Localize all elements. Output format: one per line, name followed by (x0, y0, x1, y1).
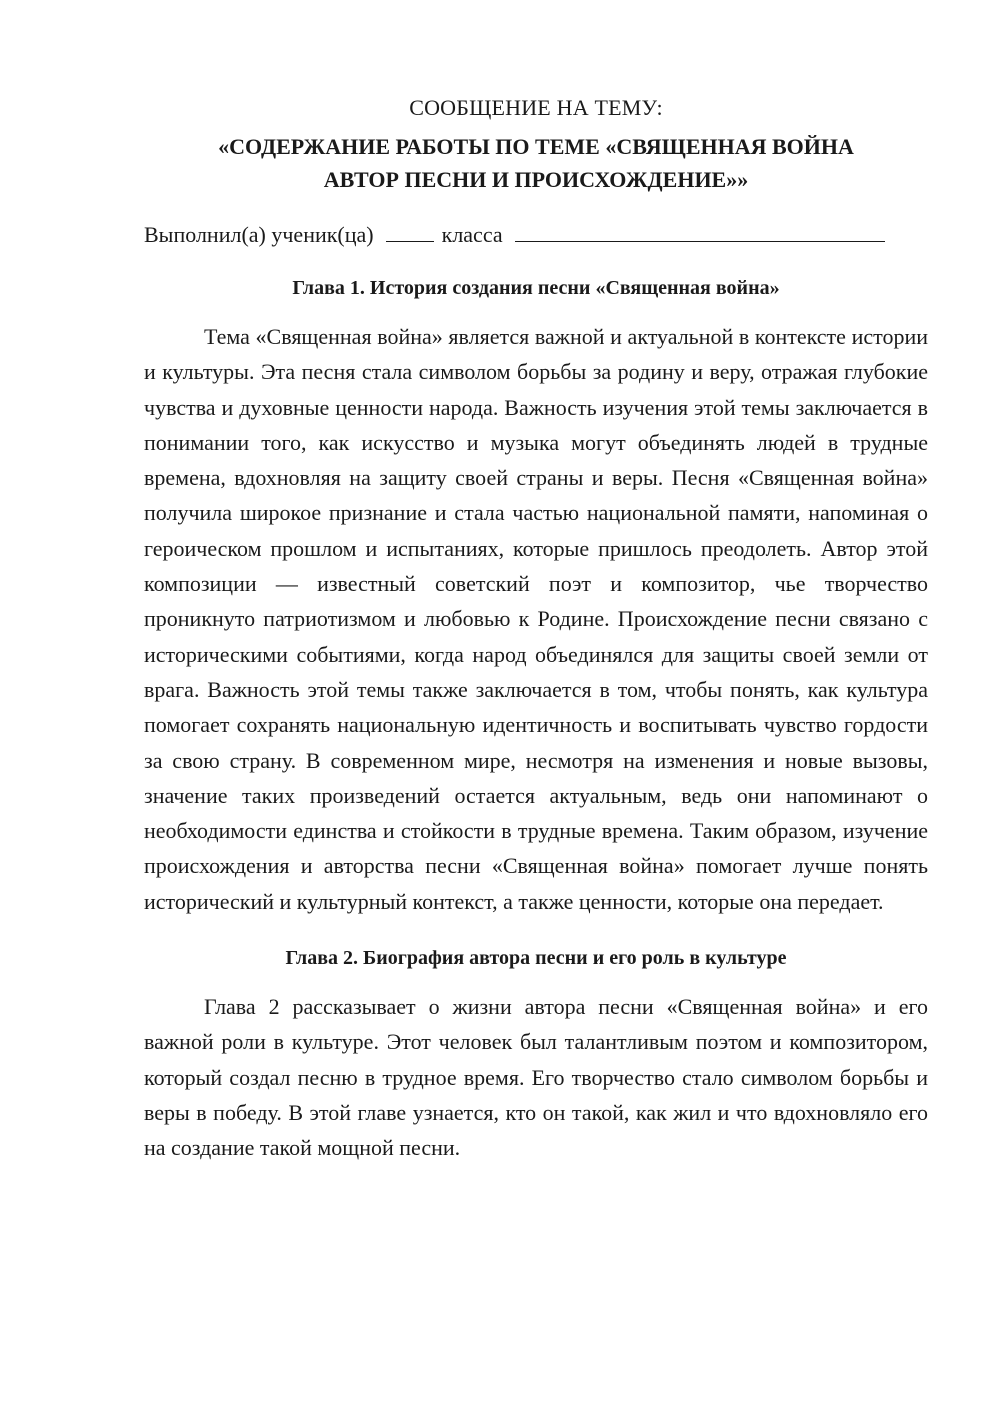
performed-by-line (144, 217, 928, 251)
document-type-heading: СООБЩЕНИЕ НА ТЕМУ: (409, 95, 663, 120)
chapter-1-title: Глава 1. История создания песни «Священная война» (292, 277, 780, 299)
chapter-2-title: Глава 2. Биография автора песни и его роль в культуре (285, 947, 787, 970)
document-title-line-2: АВТОР ПЕСНИ И ПРОИСХОЖДЕНИЕ»» (323, 167, 749, 192)
chapter-1-text: Тема «Священная война» является важной и актуальной в контексте истории и культуры. Эта песня стала символом борьбы за родину и веру, отражая глубокие чувства и духовные ценности народа. Важность изучения этой темы заключается в понимании того, как искусство и музыка могут объединять людей в трудные времена, вдохновляя на защиту своей страны и веры. Песня «Священная война» получила широкое признание и стала частью национальной памяти, напоминая о героическом прошлом и испытаниях, которые пришлось преодолеть. Автор этой композиции — известный советский поэт и композитор, чье творчество проникнуто патриотизмом и любовью к Родине. Происхождение песни связано с историческими событиями, когда народ объединялся для защиты своей земли от врага. Важность этой темы также заключается в том, чтобы понять, как культура помогает сохранять национальную идентичность и воспитывать чувство гордости за свою страну. В современном мире, несмотря на изменения и новые вызовы, значение таких произведений остается актуальным, ведь они напоминают о необходимости единства и стойкости в трудные времена. Таким образом, изучение происхождения и авторства песни «Священная война» помогает лучше понять исторический и культурный контекст, а также ценности, которые она передает. (144, 324, 928, 914)
document-title-line-1: «СОДЕРЖАНИЕ РАБОТЫ ПО ТЕМЕ «СВЯЩЕННАЯ ВОЙНА (218, 134, 854, 159)
document-title (144, 130, 928, 196)
chapter-2-text: Глава 2 рассказывает о жизни автора песни «Священная война» и его важной роли в культуре. Этот человек был талантливым поэтом и композитором, который создал песню в трудное время. Его творчество стало символом борьбы и веры в победу. В этой главе узнается, кто он такой, как жил и что вдохновляло его на создание такой мощной песни. (144, 994, 928, 1161)
performed-by-label: Выполнил(а) ученик(ца) (144, 222, 374, 247)
student-name-blank (515, 217, 885, 242)
class-label: класса (441, 222, 503, 247)
class-number-blank (386, 217, 434, 242)
document-page (144, 92, 928, 1190)
